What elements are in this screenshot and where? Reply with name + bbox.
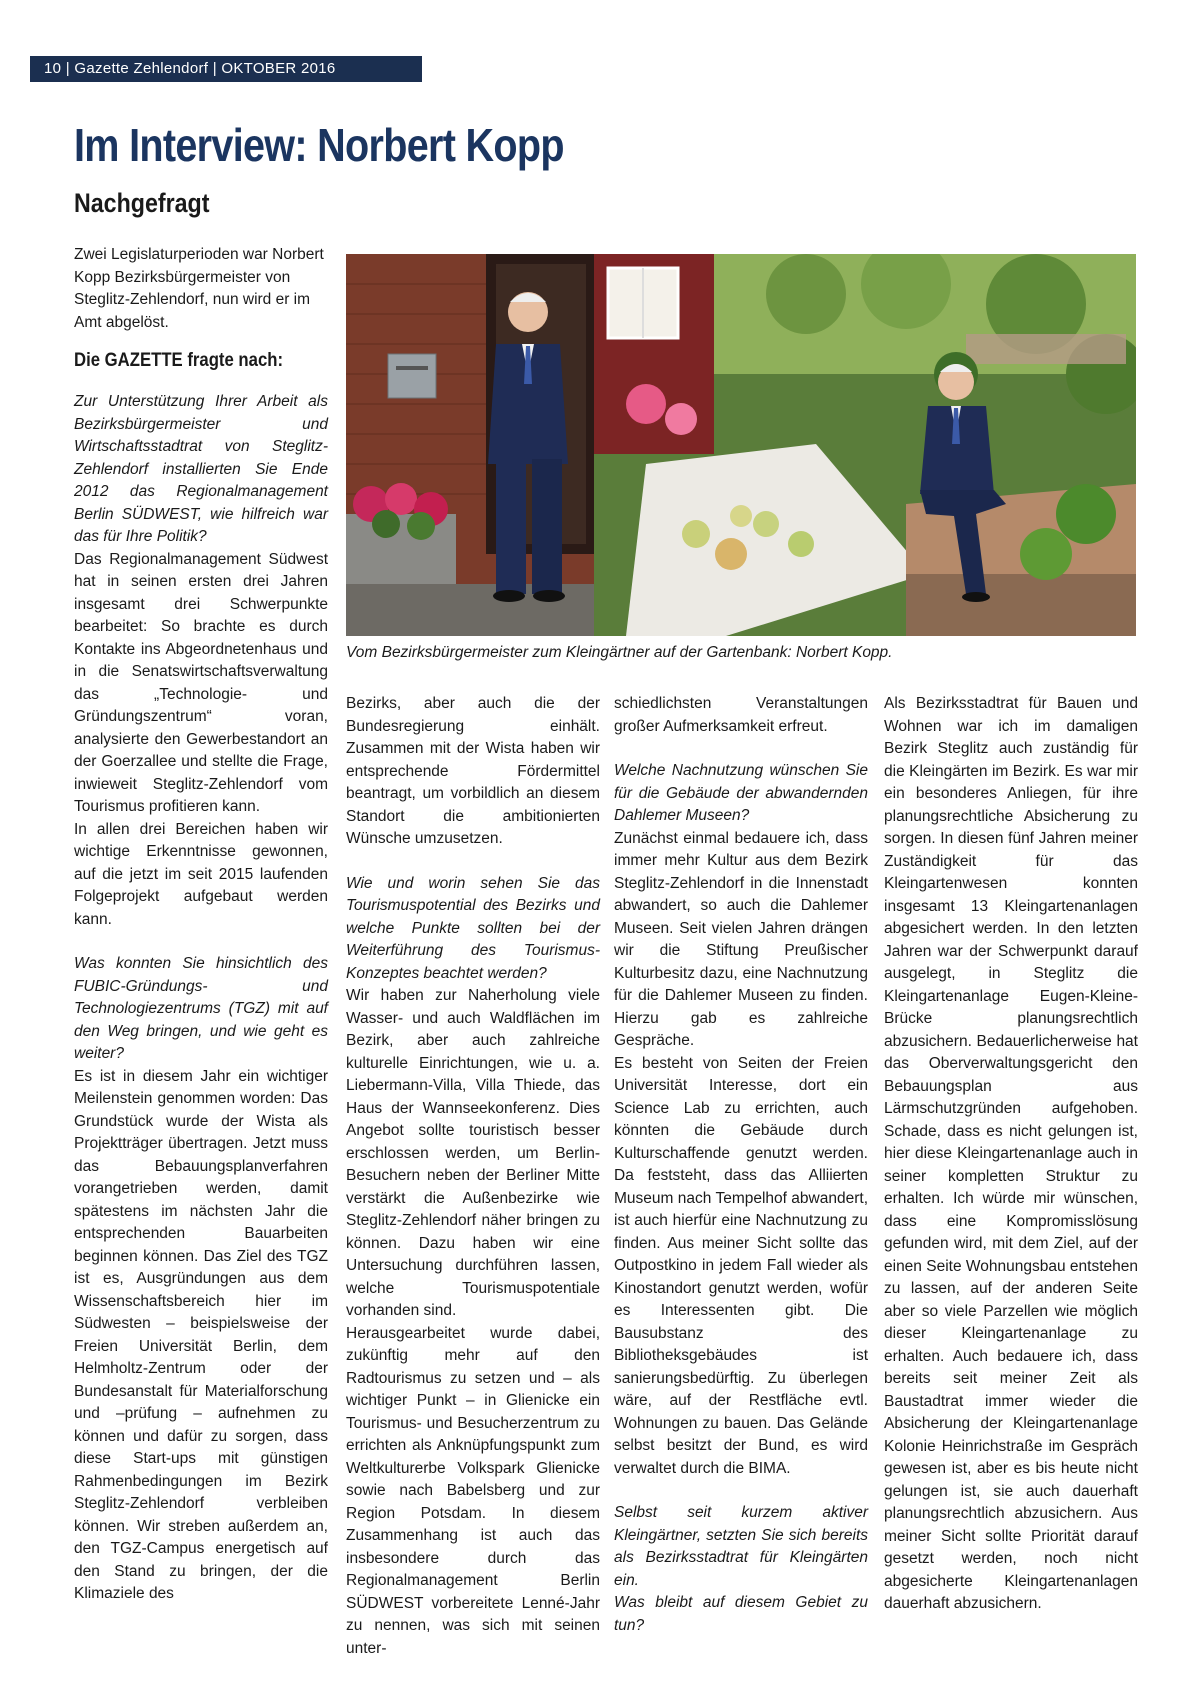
column-3 bbox=[614, 693, 868, 1637]
question-2: Was konnten Sie hinsichtlich des FUBIC-Gründungs- und Technologiezentrums (TGZ) mit auf den Weg bringen, und wie geht es weiter? bbox=[74, 955, 328, 1062]
column-4 bbox=[884, 693, 1138, 1616]
answer-1a: Das Regionalmanagement Südwest hat in seinen ersten drei Jahren insgesamt drei Schwerpunkte bearbeitet: So brachte es durch Kontakte ins Abgeordnetenhaus und in die Senatswirtschaftsverwaltung das „Technologie- und Gründungszentrum“ voran, analysierte den Gewerbestandort an der Goerzallee und stellte die Frage, inwieweit Steglitz-Zehlendorf vom Tourismus profitieren kann. bbox=[74, 550, 328, 815]
photo-left-standing bbox=[346, 254, 594, 636]
interview-kicker: Die GAZETTE fragte nach: bbox=[74, 350, 284, 371]
answer-4a: Zunächst einmal bedauere ich, dass immer mehr Kultur aus dem Bezirk Steglitz-Zehlendorf in die Innenstadt abwandert, so auch die Dahlemer Museen. Seit vielen Jahren drängen wir die Stiftung Preußischer Kulturbesitz dazu, eine Nachnutzung für die Dahlemer Museen zu finden. Hierzu gab es zahlreiche Gespräche. bbox=[614, 829, 868, 1049]
question-4: Welche Nachnutzung wünschen Sie für die Gebäude der abwandernden Dahlemer Museen? bbox=[614, 762, 868, 824]
photo-right-garden bbox=[594, 254, 1136, 636]
article-photo bbox=[346, 254, 1136, 636]
article-title: Im Interview: Norbert Kopp bbox=[74, 119, 564, 171]
answer-1b: In allen drei Bereichen haben wir wichtige Erkenntnisse gewonnen, auf die jetzt im seit 2015 laufenden Folgeprojekt aufgebaut werden kann. bbox=[74, 820, 328, 928]
answer-2: Es ist in diesem Jahr ein wichtiger Meilenstein genommen worden: Das Grundstück wurde der Wista als Projektträger übertragen. Jetzt muss das Bebauungsplanverfahren vorangetrieben werden, damit spätestens im nächsten Jahr die entsprechenden Bauarbeiten beginnen können. Das Ziel des TGZ ist es, Ausgründungen aus dem Wissenschaftsbereich hier im Südwesten – beispielsweise der Freien Universität Berlin, dem Helmholtz-Zentrum oder der Bundesanstalt für Materialforschung und –prüfung – aufnehmen zu können und dafür zu sorgen, dass diese Start-ups mit günstigen Rahmenbedingungen im Bezirk Steglitz-Zehlendorf verbleiben können. Wir streben außerdem an, den TGZ-Campus energetisch auf den Stand zu bringen, der die Klimaziele des bbox=[74, 1067, 328, 1602]
answer-4b: Es besteht von Seiten der Freien Universität Interesse, dort ein Science Lab zu errichten, auch könnten die Gebäude durch Kulturschaffende genutzt werden. Da feststeht, dass das Alliierten Museum nach Tempelhof abwandert, ist auch hierfür eine Nachnutzung zu finden. Aus meiner Sicht sollte das Outpostkino in jedem Fall wieder als Kinostandort genutzt werden, wofür es Interessenten gibt. Die Bausubstanz des Bibliotheksgebäudes ist sanierungsbedürftig. Zu überlegen wäre, auf der Restfläche evtl. Wohnungen zu bauen. Das Gelände selbst besitzt der Bund, es wird verwaltet durch die BIMA. bbox=[614, 1054, 868, 1477]
question-3: Wie und worin sehen Sie das Tourismuspotential des Bezirks und welche Punkte sollten bei der Weiterführung des Tourismus-Konzeptes beachtet werden? bbox=[346, 874, 600, 982]
answer-2-continued: Bezirks, aber auch die der Bundesregierung einhält. Zusammen mit der Wista haben wir entsprechende Fördermittel beantragt, um vorbildlich an diesem Standort die ambitionierten Wünsche umzusetzen. bbox=[346, 695, 600, 847]
answer-3-continued: schiedlichsten Veranstaltungen großer Aufmerksamkeit erfreut. bbox=[614, 695, 868, 735]
question-5b: Was bleibt auf diesem Gebiet zu tun? bbox=[614, 1594, 868, 1634]
photo-caption: Vom Bezirksbürgermeister zum Kleingärtner auf der Gartenbank: Norbert Kopp. bbox=[346, 644, 893, 661]
intro-paragraph: Zwei Legislaturperioden war Norbert Kopp Bezirksbürgermeister von Steglitz-Zehlendorf, nun wird er im Amt abgelöst. bbox=[74, 246, 324, 331]
photo-collage bbox=[346, 254, 1136, 636]
answer-5: Als Bezirksstadtrat für Bauen und Wohnen war ich im damaligen Bezirk Steglitz auch zuständig für die Kleingärten im Bezirk. Es war mir ein besonderes Anliegen, für ihre planungsrechtliche Absicherung zu sorgen. In diesen fünf Jahren meiner Zuständigkeit für das Kleingartenwesen konnten insgesamt 13 Kleingartenanlagen abgesichert werden. In den letzten Jahren war der Schwerpunkt darauf ausgelegt, in Steglitz die Kleingartenanlage Eugen-Kleine-Brücke planungsrechtlich abzusichern. Bedauerlicherweise hat das Oberverwaltungsgericht den Bebauungsplan aus Lärmschutzgründen aufgehoben. Schade, dass es nicht gelungen ist, hier diese Kleingartenanlage auch in seiner kompletten Struktur zu erhalten. Ich würde mir wünschen, dass eine Kompromisslösung gefunden wird, mit dem Ziel, auf der einen Seite Wohnungsbau entstehen zu lassen, auf der anderen Seite aber so viele Parzellen wie möglich dieser Kleingartenanlage zu erhalten. Auch bedauere ich, dass bereits seit meiner Zeit als Baustadtrat immer wieder die Absicherung der Kleingartenanlage Kolonie Heinrichstraße im Gespräch gewesen ist, aber es bis heute nicht gelungen ist, sie auch dauerhaft planungsrechtlich abzusichern. Aus meiner Sicht sollte Priorität darauf gesetzt werden, noch nicht abgesicherte Kleingartenanlagen dauerhaft abzusichern. bbox=[884, 695, 1138, 1612]
question-1: Zur Unterstützung Ihrer Arbeit als Bezirksbürgermeister und Wirtschaftsstadtrat von Steglitz-Zehlendorf installierten Sie Ende 2012 das Regionalmanagement Berlin SÜDWEST, wie hilfreich war das für Ihre Politik? bbox=[74, 393, 328, 545]
running-head: 10 | Gazette Zehlendorf | OKTOBER 2016 bbox=[30, 56, 422, 82]
column-1 bbox=[74, 391, 328, 1606]
article-subtitle: Nachgefragt bbox=[74, 188, 210, 218]
column-2 bbox=[346, 693, 600, 1660]
answer-3a: Wir haben zur Naherholung viele Wasser- und auch Waldflächen im Bezirk, aber auch zahlreiche kulturelle Einrichtungen, wie u. a. Liebermann-Villa, Villa Thiede, das Haus der Wannseekonferenz. Dies Angebot sollte touristisch besser erschlossen werden, um Berlin-Besuchern neben der Berliner Mitte verstärkt die Außenbezirke wie Steglitz-Zehlendorf näher bringen zu können. Dazu haben wir eine Untersuchung durchführen lassen, welche Tourismuspotentiale vorhanden sind. bbox=[346, 987, 600, 1319]
intro-text bbox=[74, 244, 328, 334]
question-5a: Selbst seit kurzem aktiver Kleingärtner, setzten Sie sich bereits als Bezirksstadtrat für Kleingärten ein. bbox=[614, 1504, 868, 1589]
answer-3b: Herausgearbeitet wurde dabei, zukünftig mehr auf den Radtourismus zu setzen und – als wichtiger Punkt – in Glienicke ein Tourismus- und Besucherzentrum zu errichten als Anknüpfungspunkt zum Weltkulturerbe Volkspark Glienicke sowie nach Babelsberg und zur Region Potsdam. In diesem Zusammenhang ist auch das insbesondere durch das Regionalmanagement Berlin SÜDWEST vorbereitete Lenné-Jahr zu nennen, was sich mit seinen unter- bbox=[346, 1324, 600, 1657]
